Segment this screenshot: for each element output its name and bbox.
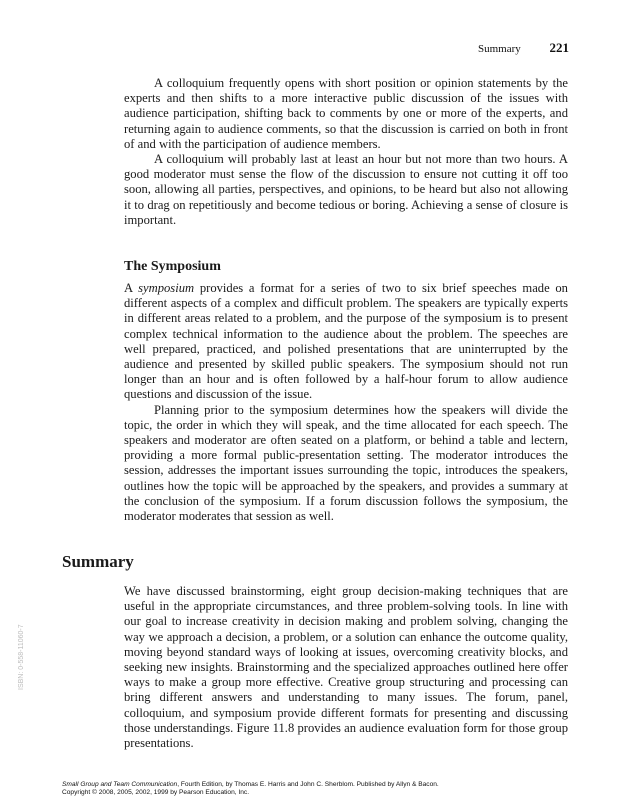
footer-line-2: Copyright © 2008, 2005, 2002, 1999 by Pearson Education, Inc. [62, 789, 250, 796]
colloquium-paragraph-1: A colloquium frequently opens with short position or opinion statements by the experts and then shifts to a more interactive public discussion of the issues with audience participation, shifting back to comments by one or more of the experts, and returning again to audience comments, so that the discussion is carried on both in front of and with the participation of audience members. [124, 76, 568, 151]
running-head-title: Summary [477, 43, 521, 55]
summary-paragraph: We have discussed brainstorming, eight group decision-making techniques that are useful in the appropriate circumstances, and three problem-solving tools. In line with our goal to increase creativity in decision making and problem solving, changing the way we approach a decision, a problem, or a solution can enhance the outcome quality, moving beyond standard ways of looking at issues, overcoming creativity blocks, and seeking new insights. Brainstorming and the specialized approaches outlined here offer ways to make a group more effective. Creative group structuring and processing can bring different answers and understanding to many issues. The forum, panel, colloquium, and symposium provide different formats for presenting and discussing those understandings. Figure 11.8 provides an audience evaluation form for those group presentations. [124, 584, 568, 751]
colloquium-paragraph-2: A colloquium will probably last at least an hour but not more than two hours. A good moderator must sense the flow of the discussion to ensure not cutting it off too soon, allowing all parties, perspectives, and opinions, to be heard but also not allowing it to drag on repetitiously and become tedious or boring. Achieving a sense of closure is important. [124, 152, 568, 227]
isbn-side-note: ISBN: 0-558-11060-7 [18, 624, 25, 690]
symposium-paragraph-2: Planning prior to the symposium determines how the speakers will divide the topic, the order in which they will speak, and the time allocated for each speech. The speakers and moderator are often seated on a platform, or behind a table and lectern, providing a more formal public-presentation setting. The moderator introduces the session, addresses the important issues surrounding the topic, introduces the speakers, outlines how the topic will be approached by the speakers, and provides a summary at the conclusion of the symposium. If a forum discussion follows the symposium, the moderator moderates that session as well. [124, 402, 568, 524]
symposium-heading: The Symposium [124, 259, 221, 274]
footer-book-title: Small Group and Team Communication [62, 781, 178, 788]
symposium-p1-lead: A [124, 281, 139, 295]
page-number: 221 [549, 40, 569, 55]
footer-line-1-rest: , Fourth Edition, by Thomas E. Harris and John C. Sherblom. Published by Allyn & Bacon. [177, 781, 439, 788]
summary-heading: Summary [62, 552, 134, 571]
running-head [478, 40, 569, 56]
symposium-section [124, 281, 568, 524]
symposium-p1-rest: provides a format for a series of two to six brief speeches made on different aspects of a complex and difficult problem. The speakers are typically experts in different areas related to a problem, and the purpose of the symposium is to present complex technical information to the audience about the problem. The speeches are well prepared, practiced, and polished presentations that are uninterrupted by the audience and presented by skilled public speakers. The symposium should not run longer than an hour and is often followed by a half-hour forum to allow audience questions and discussion of the issue. [124, 281, 568, 402]
symposium-term: symposium [138, 281, 195, 295]
colloquium-section [124, 76, 568, 228]
symposium-paragraph-1 [124, 281, 568, 403]
footer-line-1 [62, 781, 439, 789]
footer [62, 781, 439, 797]
summary-section [124, 584, 568, 751]
